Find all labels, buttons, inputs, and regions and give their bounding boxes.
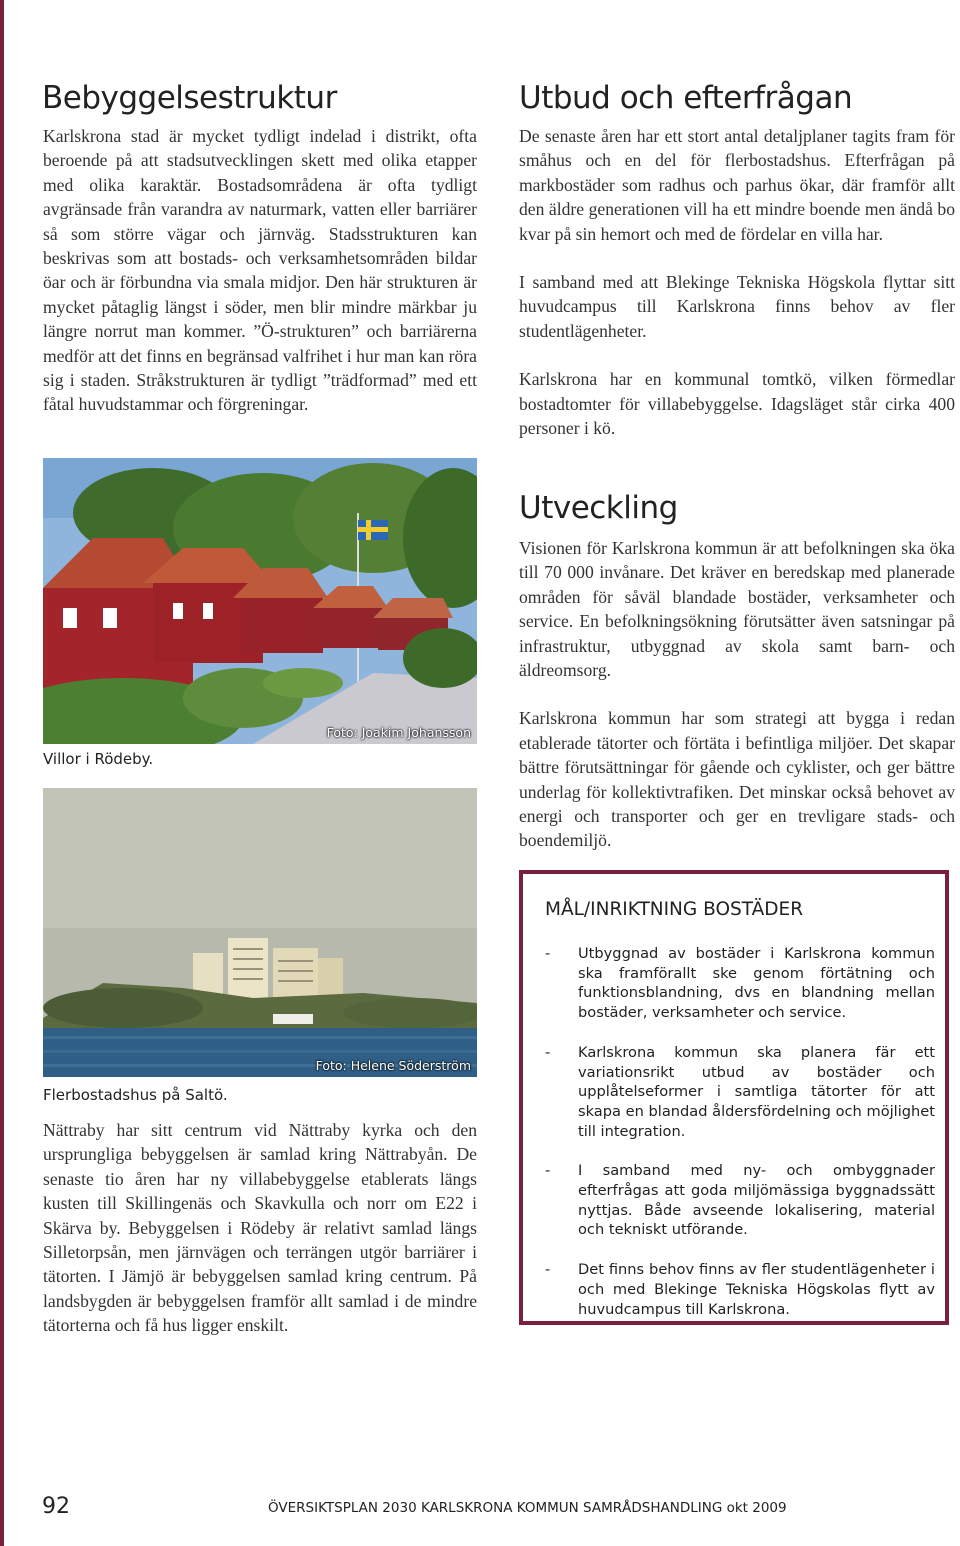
photo-credit: Foto: Joakim Johansson (326, 725, 471, 740)
villas-illustration (43, 458, 477, 744)
goals-title: MÅL/INRIKTNING BOSTÄDER (545, 899, 804, 920)
paragraph-utbud-2: I samband med att Blekinge Tekniska Högskola flyttar sitt huvudcampus till Karlskrona finns behov av fler studentlägenheter. (519, 272, 955, 341)
heading-utveckling: Utveckling (519, 490, 678, 526)
list-item: - Utbyggnad av bostäder i Karlskrona kommun ska framförallt ske genom förtätning och funktionsblandning, dvs en blandning mellan bostäder, verksamheter och service. (545, 945, 935, 1022)
bullet-dash: - (545, 945, 551, 962)
heading-bebyggelsestruktur: Bebyggelsestruktur (42, 80, 337, 116)
list-item: - I samband med ny- och ombyggnader efterfrågas att goda miljömässiga byggnadssätt nyttjas. Både avseende lokalisering, material och tekniskt utförande. (545, 1162, 935, 1239)
caption-villor: Villor i Rödeby. (43, 750, 154, 768)
footer-title: ÖVERSIKTSPLAN 2030 KARLSKRONA KOMMUN SAMRÅDSHANDLING okt 2009 (268, 1500, 787, 1516)
photo-flerbostadshus-salto (43, 788, 477, 1077)
bullet-dash: - (545, 1043, 551, 1061)
photo-villor-rodeby (43, 458, 477, 744)
paragraph-utbud-3: Karlskrona har en kommunal tomtkö, vilken förmedlar bostadtomter för villabebyggelse. Idagsläget står cirka 400 personer i kö. (519, 369, 955, 439)
bullet-dash: - (545, 1261, 551, 1279)
caption-flerbostadshus: Flerbostadshus på Saltö. (43, 1086, 228, 1104)
list-item: - Karlskrona kommun ska planera fär ett variationsrikt utbud av bostäder och upplåtelseformer i samtliga tätorter för att skapa en blandad åldersfördelning och möjlighet till integration. (545, 1043, 935, 1140)
photo-credit: Foto: Helene Söderström (315, 1058, 471, 1073)
bullet-dash: - (545, 1162, 551, 1180)
paragraph-utveckling-1: Visionen för Karlskrona kommun är att befolkningen ska öka till 70 000 invånare. Det kräver en beredskap med planerade områden för såväl blandade bostäder, verksamheter och service. En befolkningsökning förutsätter även satsningar på infrastruktur, utbyggnad av skola samt barn- och äldreomsorg. (519, 538, 955, 681)
goals-box (519, 870, 949, 1325)
section-utveckling (519, 536, 955, 853)
page-edge-bar (0, 0, 4, 1546)
harbor-illustration (43, 788, 477, 1077)
heading-utbud: Utbud och efterfrågan (519, 80, 853, 116)
goals-list (543, 944, 935, 1339)
paragraph-nattraby: Nättraby har sitt centrum vid Nättraby kyrka och den ursprungliga bebyggelsen är samlad kring Nättrabyån. De senaste tio åren har ny villabebyggelse etablerats längs kusten till Skillingenäs och Skavkulla och norr om E22 i Skärva by. Bebyggelsen i Rödeby är relativt samlad längs Silletorpsån, men järnvägen och terrängen utgör barriärer i tätorten. I Jämjö är bebyggelsen samlad kring centrum. På landsbygden är bebyggelsen framför allt samlad i de mindre tätorterna och få hus ligger enskilt. (43, 1120, 477, 1336)
page-number: 92 (42, 1494, 70, 1519)
paragraph-utbud-1: De senaste åren har ett stort antal detaljplaner tagits fram för småhus och en del för flerbostadshus. Efterfrågan på markbostäder som radhus och parhus ökar, där framför allt den äldre generationen vill ha ett mindre boende men ändå bo kvar på sin hemort och med de fördelar en villa har. (519, 126, 955, 244)
paragraph-utveckling-2: Karlskrona kommun har som strategi att bygga i redan etablerade tätorter och förtäta i befintliga miljöer. Det skapar bättre förutsättningar för gående och cyklister, och ger bättre underlag för kollektivtrafiken. Det minskar också behovet av energi och transporter och ger en trevligare stads- och boendemiljö. (519, 708, 955, 851)
paragraph-bebyggelsestruktur: Karlskrona stad är mycket tydligt indelad i distrikt, ofta beroende på att stadsutvecklingen skett med olika etapper med olika karaktär. Bostadsområdena är ofta tydligt avgränsade från varandra av naturmark, vatten eller barriärer så som större vägar och järnväg. Stadsstrukturen kan beskrivas som att bostads- och verksamhetsområden bildar öar och är förbundna via smala midjor. Den här strukturen är mycket påtaglig längst i söder, men blir mindre märkbar ju längre norrut man kommer. ”Ö-strukturen” och barriärerna medför att det finns en begränsad valfrihet i hur man kan röra sig i staden. Stråkstrukturen är tydligt ”trädformad” med ett fåtal huvudstammar och förgreningar. (43, 126, 477, 415)
section-utbud (519, 124, 955, 440)
list-item: - Det finns behov finns av fler studentlägenheter i och med Blekinge Tekniska Högskolas flytt av huvudcampus till Karlskrona. (545, 1261, 935, 1318)
